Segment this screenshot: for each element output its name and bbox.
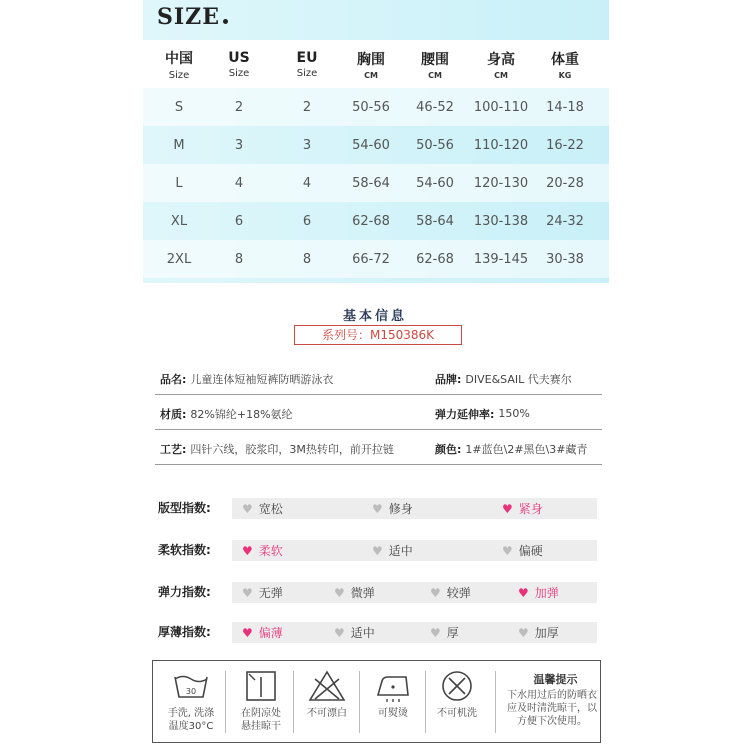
attribute-key: 弹力延伸率: <box>435 407 495 421</box>
attribute-value: 1#蓝色\2#黑色\3#藏青 <box>465 442 588 456</box>
index-option <box>502 540 543 561</box>
attribute-item <box>160 363 333 394</box>
size-cell: 8 <box>234 251 244 267</box>
care-label <box>159 707 223 733</box>
care-label-line: 可熨烫 <box>378 708 408 719</box>
wash-temperature-label: 30 <box>185 687 197 696</box>
index-option-label: 偏硬 <box>518 544 543 558</box>
heart-icon: ♥ <box>242 501 253 516</box>
care-label-line: 温度30°C <box>168 721 214 732</box>
size-header-label: 中国 <box>165 50 193 67</box>
index-option <box>518 622 559 643</box>
size-cell: 139-145 <box>473 251 529 267</box>
index-option <box>242 498 283 519</box>
index-bar <box>232 582 597 603</box>
shade-dry-icon <box>241 669 281 703</box>
size-header-label: 腰围 <box>421 51 449 68</box>
size-cell: 54-60 <box>352 137 390 153</box>
attribute-value: 儿童连体短袖短裤防晒游泳衣 <box>190 372 334 386</box>
index-option-label: 紧身 <box>518 502 543 516</box>
care-divider <box>359 671 360 733</box>
size-cell: 2 <box>234 99 244 115</box>
index-option-label: 适中 <box>350 626 375 640</box>
heart-icon: ♥ <box>372 543 383 558</box>
size-header-cell <box>271 40 343 88</box>
care-label <box>295 707 359 720</box>
size-cell: 58-64 <box>416 213 454 229</box>
care-item <box>425 661 489 744</box>
size-header-unit: Size <box>168 69 190 81</box>
heart-icon: ♥ <box>518 625 529 640</box>
size-cell: L <box>175 175 183 191</box>
index-option <box>430 582 471 603</box>
heart-icon: ♥ <box>372 501 383 516</box>
index-option <box>242 540 283 561</box>
index-bar <box>232 622 597 643</box>
size-cell: 3 <box>234 137 244 153</box>
size-header-label: US <box>228 49 250 66</box>
no-bleach-icon <box>307 669 347 703</box>
care-label-line: 不可漂白 <box>307 708 347 719</box>
index-label: 厚薄指数: <box>158 625 211 639</box>
attribute-row <box>155 398 602 430</box>
tips-title: 温馨提示 <box>533 673 578 686</box>
index-label: 柔软指数: <box>158 543 211 557</box>
size-cell: 62-68 <box>416 251 454 267</box>
size-cell: 24-32 <box>546 213 584 229</box>
care-item <box>229 661 293 744</box>
index-option-label: 加弹 <box>534 586 559 600</box>
tips-text: 下水用过后的防晒衣应及时清洗晾干，以方便下次使用。 <box>507 690 597 727</box>
size-header-unit: Size <box>296 67 318 79</box>
index-option-label: 加厚 <box>534 626 559 640</box>
size-header-label: 胸围 <box>357 51 385 68</box>
attribute-key: 颜色: <box>435 442 462 456</box>
attribute-row <box>155 433 602 465</box>
size-cell: 6 <box>234 213 244 229</box>
care-label <box>425 707 489 720</box>
care-divider <box>225 671 226 733</box>
size-cell: 66-72 <box>352 251 390 267</box>
index-option <box>334 622 375 643</box>
size-header-label: 身高 <box>487 51 515 68</box>
index-option-label: 无弹 <box>258 586 283 600</box>
heart-icon: ♥ <box>430 585 441 600</box>
care-label-line: 在阴凉处 <box>241 708 281 719</box>
heart-icon: ♥ <box>430 625 441 640</box>
attribute-row <box>155 363 602 395</box>
size-table-row <box>143 126 609 164</box>
size-chart-section <box>143 0 609 283</box>
index-label: 版型指数: <box>158 501 211 515</box>
size-cell: 100-110 <box>473 99 529 115</box>
index-option <box>518 582 559 603</box>
size-cell: 4 <box>302 175 312 191</box>
index-option-label: 适中 <box>388 544 413 558</box>
care-label-line: 悬挂晾干 <box>241 721 281 732</box>
wash-30-icon <box>171 669 211 703</box>
heart-icon: ♥ <box>334 585 345 600</box>
series-number: 系列号：M150386K <box>294 325 462 345</box>
size-header-unit: CM <box>494 70 508 80</box>
basic-info-title: 基本信息 <box>342 309 407 324</box>
size-header-cell <box>335 40 407 88</box>
size-cell: 62-68 <box>352 213 390 229</box>
size-table-row <box>143 164 609 202</box>
care-divider <box>425 671 426 733</box>
index-option-label: 较弹 <box>446 586 471 600</box>
index-bar <box>232 498 597 519</box>
attribute-item <box>160 398 293 429</box>
attribute-value: 82%锦纶+18%氨纶 <box>190 407 293 421</box>
size-cell: 4 <box>234 175 244 191</box>
attribute-key: 品名: <box>160 372 187 386</box>
index-option <box>242 582 283 603</box>
size-cell: 30-38 <box>546 251 584 267</box>
care-label-line: 不可机洗 <box>437 708 477 719</box>
care-item <box>361 661 425 744</box>
size-cell: 50-56 <box>352 99 390 115</box>
index-label: 弹力指数: <box>158 585 211 599</box>
size-header-cell <box>203 40 275 88</box>
attribute-key: 材质: <box>160 407 187 421</box>
heart-icon: ♥ <box>334 625 345 640</box>
index-option-label: 柔软 <box>258 544 283 558</box>
index-option-label: 厚 <box>446 626 459 640</box>
size-cell: 16-22 <box>546 137 584 153</box>
attribute-key: 工艺: <box>160 442 187 456</box>
index-option-label: 偏薄 <box>258 626 283 640</box>
size-header-unit: CM <box>364 70 378 80</box>
size-cell: 20-28 <box>546 175 584 191</box>
size-header-label: 体重 <box>551 51 579 68</box>
attribute-item <box>435 363 572 394</box>
heart-icon: ♥ <box>242 585 253 600</box>
size-cell: XL <box>170 213 188 229</box>
size-cell: 3 <box>302 137 312 153</box>
size-table-header <box>143 40 609 88</box>
size-table <box>143 40 609 278</box>
iron-icon <box>373 669 413 703</box>
attribute-item <box>435 398 530 429</box>
care-label-line: 手洗, 洗涤 <box>167 708 215 719</box>
heart-icon: ♥ <box>502 543 513 558</box>
heart-icon: ♥ <box>242 625 253 640</box>
no-machine-wash-icon <box>437 669 477 703</box>
size-cell: M <box>173 137 185 153</box>
care-item <box>295 661 359 744</box>
attribute-value: DIVE&SAIL 代夫赛尔 <box>465 372 572 386</box>
size-cell: 46-52 <box>416 99 454 115</box>
index-option-label: 宽松 <box>258 502 283 516</box>
size-header-unit: Size <box>228 67 250 79</box>
index-option-label: 修身 <box>388 502 413 516</box>
size-table-row <box>143 202 609 240</box>
size-cell: 130-138 <box>473 213 529 229</box>
heart-icon: ♥ <box>242 543 253 558</box>
size-cell: 2 <box>302 99 312 115</box>
index-option <box>242 622 283 643</box>
attribute-item <box>435 433 587 464</box>
size-cell: S <box>174 99 184 115</box>
size-cell: 14-18 <box>546 99 584 115</box>
size-chart-title: SIZE <box>157 4 228 30</box>
index-bar <box>232 540 597 561</box>
size-table-row <box>143 88 609 126</box>
size-header-unit: CM <box>428 70 442 80</box>
attribute-value: 150% <box>498 407 530 420</box>
index-option <box>502 498 543 519</box>
attribute-key: 品牌: <box>435 372 462 386</box>
size-cell: 6 <box>302 213 312 229</box>
size-header-label: EU <box>296 49 318 66</box>
size-table-row <box>143 240 609 278</box>
heart-icon: ♥ <box>502 501 513 516</box>
size-cell: 8 <box>302 251 312 267</box>
care-divider <box>293 671 294 733</box>
care-item <box>159 661 223 744</box>
size-cell: 50-56 <box>416 137 454 153</box>
size-cell: 2XL <box>166 251 192 267</box>
attribute-value: 四针六线，胶浆印，3M热转印，前开拉链 <box>190 442 394 456</box>
index-option <box>334 582 375 603</box>
size-header-unit: KG <box>558 70 572 80</box>
index-option <box>372 540 413 561</box>
care-divider <box>495 671 496 733</box>
size-header-cell <box>529 40 601 88</box>
care-label <box>361 707 425 720</box>
index-option-label: 微弹 <box>350 586 375 600</box>
size-cell: 110-120 <box>473 137 529 153</box>
index-option <box>430 622 459 643</box>
size-cell: 120-130 <box>473 175 529 191</box>
care-instructions <box>152 660 601 743</box>
heart-icon: ♥ <box>518 585 529 600</box>
size-cell: 58-64 <box>352 175 390 191</box>
attribute-item <box>160 433 394 464</box>
size-cell: 54-60 <box>416 175 454 191</box>
care-label <box>229 707 293 733</box>
index-option <box>372 498 413 519</box>
